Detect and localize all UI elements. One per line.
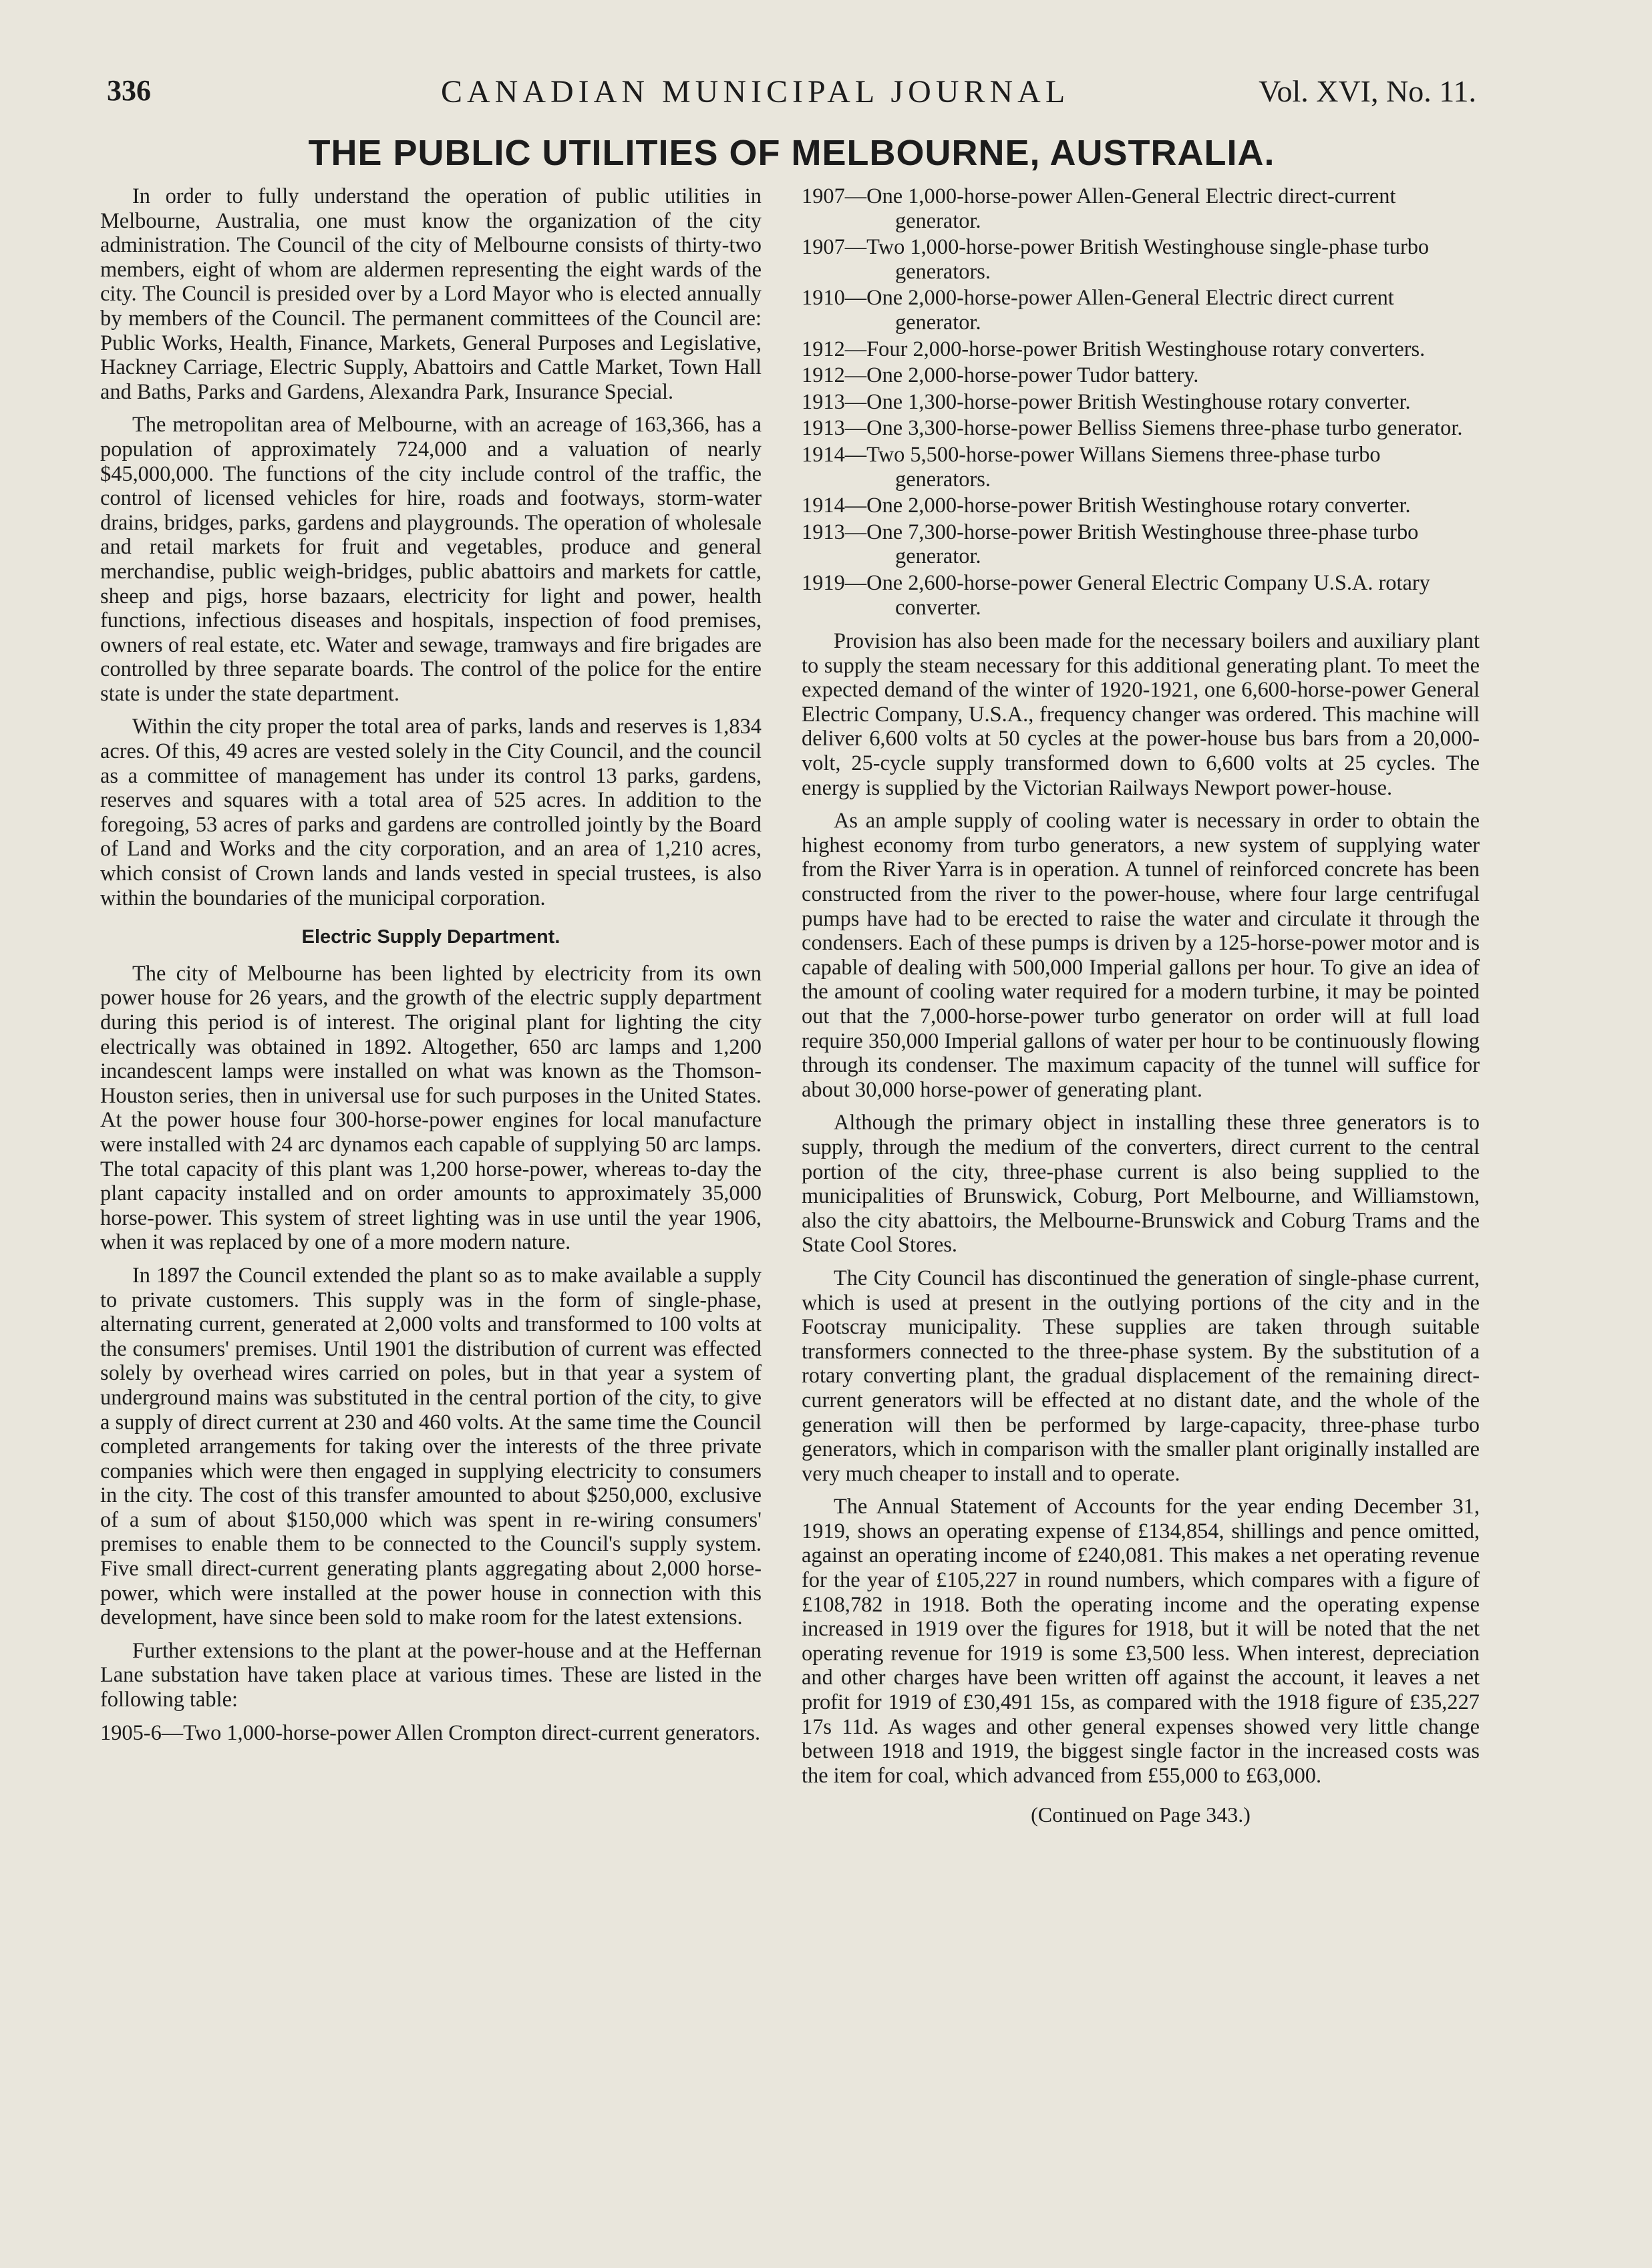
section-heading: Electric Supply Department. (301, 926, 560, 948)
journal-name: CANADIAN MUNICIPAL JOURNAL (441, 74, 1070, 110)
plant-list-item: 1919—One 2,600-horse-power General Electric Company U.S.A. rotary converter. (802, 570, 1430, 620)
paragraph: The metropolitan area of Melbourne, with an acreage of 163,366, has a population of approximately 724,000 and a valuation of nearly $45,000,000. The functions of the city include control of the traffic, the control of licensed vehicles for hire, roads and footways, storm-water drains, bridges, parks, gardens and playgrounds. The operation of wholesale and retail markets for fruit and vegetables, produce and general merchandise, public weigh-bridges, public abattoirs and markets for cattle, sheep and pigs, horse bazaars, electricity for light and power, health functions, infectious diseases and hospitals, inspection of food premises, owners of real estate, etc. Water and sewage, tramways and fire brigades are controlled by three separate boards. The control of the police for the entire state is under the state department. (100, 413, 762, 706)
plant-list-item: 1914—Two 5,500-horse-power Willans Siemens three-phase turbo generators. (802, 442, 1381, 492)
plant-list (802, 184, 1480, 620)
continued-note: (Continued on Page 343.) (1031, 1803, 1251, 1827)
paragraph: Although the primary object in installing these three generators is to supply, through the medium of the converters, direct current to the central portion of the city, three-phase current is also being supplied to the municipalities of Brunswick, Coburg, Port Melbourne, and Williamstown, also the city abattoirs, the Melbourne-Brunswick and Coburg Trams and the State Cool Stores. (802, 1111, 1480, 1258)
article-title: THE PUBLIC UTILITIES OF MELBOURNE, AUSTRALIA. (308, 133, 1275, 173)
right-column (802, 184, 1480, 1827)
plant-list-item: 1907—One 1,000-horse-power Allen-General Electric direct-current generator. (802, 184, 1396, 233)
paragraph: The city of Melbourne has been lighted by electricity from its own power house for 26 years, and the growth of the electric supply department during this period is of interest. The original plant for lighting the city electrically was obtained in 1892. Altogether, 650 arc lamps and 1,200 incandescent lamps were installed on what was known as the Thomson-Houston series, then in universal use for such purposes in the United States. At the power house four 300-horse-power engines for local manufacture were installed with 24 arc dynamos each capable of supplying 50 arc lamps. The total capacity of this plant was 1,200 horse-power, whereas to-day the plant capacity installed and on order amounts to approximately 35,000 horse-power. This system of street lighting was in use until the year 1906, when it was replaced by one of a more modern nature. (100, 961, 762, 1255)
plant-list-item: 1907—Two 1,000-horse-power British Westinghouse single-phase turbo generators. (802, 235, 1430, 284)
left-column (100, 184, 762, 1754)
paragraph: Further extensions to the plant at the power-house and at the Heffernan Lane substation have taken place at various times. These are listed in the following table: (100, 1638, 762, 1712)
paragraph: Provision has also been made for the necessary boilers and auxiliary plant to supply the steam necessary for this additional generating plant. To meet the expected demand of the winter of 1920-1921, one 6,600-horse-power General Electric Company, U.S.A., frequency changer was ordered. This machine will deliver 6,600 volts at 50 cycles at the power-house bus bars from a 20,000-volt, 25-cycle supply transformed down to 6,600 volts at 25 cycles. The energy is supplied by the Victorian Railways Newport power-house. (802, 629, 1480, 800)
page-number: 336 (107, 74, 151, 107)
paragraph: As an ample supply of cooling water is necessary in order to obtain the highest economy from turbo generators, a new system of supplying water from the River Yarra is in operation. A tunnel of reinforced concrete has been constructed from the river to the power-house, where four large centrifugal pumps have had to be erected to raise the water and circulate it through the condensers. Each of these pumps is driven by a 125-horse-power motor and is capable of dealing with 500,000 Imperial gallons per hour. To give an idea of the amount of cooling water required for a modern turbine, it may be pointed out that the 7,000-horse-power turbo generator on order will at full load require 350,000 Imperial gallons of water per hour to be continuously flowing through its condenser. The maximum capacity of the tunnel will suffice for about 30,000 horse-power of generating plant. (802, 809, 1480, 1102)
paragraph: Within the city proper the total area of parks, lands and reserves is 1,834 acres. Of this, 49 acres are vested solely in the City Council, and the council as a committee of management has under its control 13 parks, gardens, reserves and squares with a total area of 525 acres. In addition to the foregoing, 53 acres of parks and gardens are controlled jointly by the Board of Land and Works and the city corporation, and an area of 1,210 acres, which consist of Crown lands and lands vested in special trustees, is also within the boundaries of the municipal corporation. (100, 715, 762, 910)
running-header (107, 73, 1476, 114)
paragraph: In 1897 the Council extended the plant so as to make available a supply to private customers. This supply was in the form of single-phase, alternating current, generated at 2,000 volts and transformed to 100 volts at the consumers' premises. Until 1901 the distribution of current was effected solely by overhead wires carried on poles, but in that year a system of underground mains was substituted in the central portion of the city, to give a supply of direct current at 230 and 460 volts. At the same time the Council completed arrangements for taking over the interests of the three private companies which were then engaged in supplying electricity to consumers in the city. The cost of this transfer amounted to about $250,000, exclusive of a sum of about $150,000 which was spent in re-wiring consumers' premises to enable them to be connected to the Council's supply system. Five small direct-current generating plants aggregating about 2,000 horse-power, which were installed at the power house in connection with this development, have since been sold to make room for the latest extensions. (100, 1263, 762, 1630)
paragraph: In order to fully understand the operation of public utilities in Melbourne, Australia, one must know the organization of the city administration. The Council of the city of Melbourne consists of thirty-two members, eight of whom are aldermen representing the eight wards of the city. The Council is presided over by a Lord Mayor who is elected annually by members of the Council. The permanent committees of the Council are: Public Works, Health, Finance, Markets, General Purposes and Legislative, Hackney Carriage, Electric Supply, Abattoirs and Cattle Market, Town Hall and Baths, Parks and Gardens, Alexandra Park, Insurance Special. (100, 184, 762, 404)
plant-list-item: 1913—One 7,300-horse-power British Westinghouse three-phase turbo generator. (802, 520, 1419, 569)
plant-list-item: 1914—One 2,000-horse-power British Westinghouse rotary converter. (802, 494, 1411, 518)
paragraph: The Annual Statement of Accounts for the year ending December 31, 1919, shows an operating expense of £134,854, shillings and pence omitted, against an operating income of £240,081. This makes a net operating revenue for the year of £105,227 in round numbers, which compares with a figure of £108,782 in 1918. Both the operating income and the operating expense increased in 1919 over the figures for 1918, but it will be noted that the net operating revenue for 1919 is some £3,500 less. When interest, depreciation and other charges have been written off against the account, it leaves a net profit for 1919 of £30,491 15s, as compared with the 1918 figure of £35,227 17s 11d. As wages and other general expenses showed very little change between 1918 and 1919, the biggest single factor in the increased costs was the item for coal, which advanced from £55,000 to £63,000. (802, 1495, 1480, 1788)
plant-list-item: 1910—One 2,000-horse-power Allen-General Electric direct current generator. (802, 286, 1394, 335)
volume-issue: Vol. XVI, No. 11. (1259, 74, 1476, 108)
plant-list-item: 1913—One 1,300-horse-power British Westinghouse rotary converter. (802, 389, 1411, 414)
plant-list-item: 1905-6—Two 1,000-horse-power Allen Crompton direct-current generators. (100, 1720, 761, 1745)
plant-list (100, 1721, 762, 1746)
paragraph: The City Council has discontinued the generation of single-phase current, which is used at present in the outlying portions of the city and in the Footscray municipality. These supplies are taken through suitable transformers connected to the three-phase system. By the substitution of a rotary converting plant, the gradual displacement of the remaining direct-current generators will be effected at no distant date, and the whole of the generation will then be performed by large-capacity, three-phase turbo generators, which in comparison with the smaller plant originally installed are very much cheaper to install and to operate. (802, 1266, 1480, 1486)
plant-list-item: 1913—One 3,300-horse-power Belliss Siemens three-phase turbo generator. (802, 416, 1463, 441)
plant-list-item: 1912—Four 2,000-horse-power British Westinghouse rotary converters. (802, 337, 1426, 361)
plant-list-item: 1912—One 2,000-horse-power Tudor battery. (802, 363, 1199, 388)
